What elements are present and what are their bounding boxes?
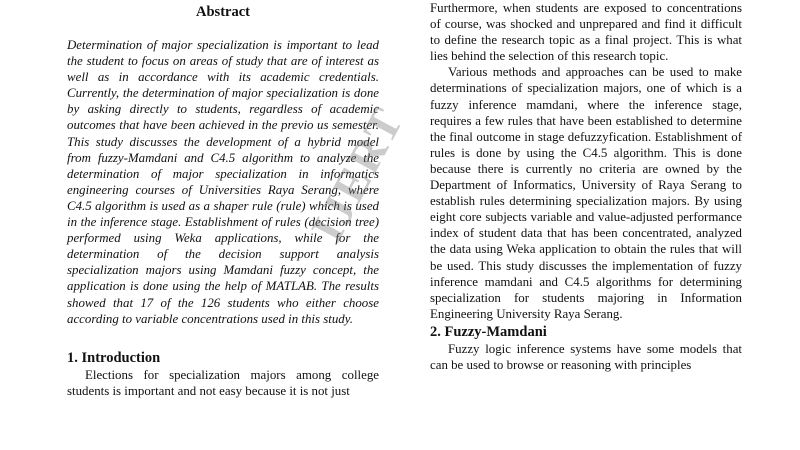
introduction-heading: 1. Introduction [67, 349, 161, 366]
right-column [430, 0, 742, 373]
right-paragraph-1: Furthermore, when students are exposed to concentrations of course, was shocked and unprepared and find it difficult to define the research topic as a final project. This is what lies behind the selection of this research topic. [430, 1, 742, 64]
fuzzy-mamdani-paragraph: Fuzzy logic inference systems have some models that can be used to browse or reasoning with principles [430, 341, 742, 372]
right-paragraph-2: Various methods and approaches can be used to make determinations of specialization majors, one of which is a fuzzy inference mamdani, where the inference stage, requires a few rules that have been established to determine the final outcome in stage defuzzyfication. Establishment of rules is done by using the C4.5 algorithm. This is done because there is currently no criteria are owned by the Department of Informatics, University of Raya Serang to establish rules determining specialization majors. By using eight core subjects variable and value-adjusted performance index of student data that has been concentrated, analyzed the data using Weka application to obtain the rules that will be used. This study discusses the implementation of fuzzy inference mamdani and C4.5 algorithms for determining specialization for students majoring in Information Engineering University Raya Serang. [430, 65, 742, 321]
ijert-watermark: IJERT [300, 98, 414, 250]
introduction-paragraph: Elections for specialization majors among college students is important and not easy because it is not just [67, 367, 379, 398]
abstract-title: Abstract [196, 4, 250, 20]
left-column [67, 0, 379, 399]
abstract-text: Determination of major specialization is important to lead the student to focus on areas of study that are of interest as well as in accordance with its academic credentials. Currently, the determination of major specialization is done by asking directly to students, regardless of academic outcomes that have been achieved in the previo us semester. This study discusses the development of a hybrid model from fuzzy-Mamdani and C4.5 algorithm to analyze the determination of major specialization in informatics engineering courses of Universities Raya Serang, where C4.5 algorithm is used as a shaper rule (rule) which is used in the inference stage. Establishment of rules (decision tree) performed using Weka applications, while for the determination of the decision support analysis specialization majors using Mamdani fuzzy concept, the application is done using the help of MATLAB. The results showed that 17 of the 126 students who either choose according to variable concentrations used in this study. [67, 38, 379, 326]
fuzzy-mamdani-heading: 2. Fuzzy-Mamdani [430, 323, 547, 340]
